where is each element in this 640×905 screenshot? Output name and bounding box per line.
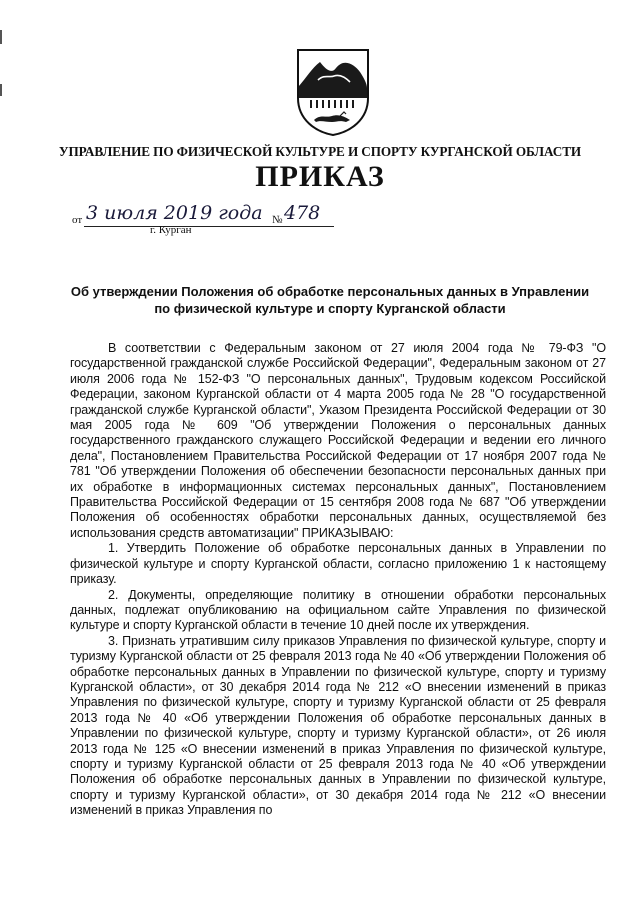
organization-name: УПРАВЛЕНИЕ ПО ФИЗИЧЕСКОЙ КУЛЬТУРЕ И СПОРТУ КУРГАНСКОЙ ОБЛАСТИ xyxy=(58,144,582,159)
handwritten-number: 478 xyxy=(284,202,321,224)
from-label: от xyxy=(72,214,83,226)
document-title: ПРИКАЗ xyxy=(255,160,385,193)
number-label: № xyxy=(272,214,283,226)
order-subject xyxy=(60,283,600,317)
item-3-paragraph: 3. Признать утратившим силу приказов Управления по физической культуре, спорту и туризму Курганской области от 25 февраля 2013 года № 40 «Об утверждении Положения об обработке персональных данных в Управлении по физической культуре, спорту и туризму Курганской области», от 30 декабря 2014 года № 212 «О внесении изменений в приказ Управления по физической культуре, спорту и туризму Курганской области от 25 февраля 2013 года № 40 «Об утверждении Положения об обработке персональных данных в Управлении по физической культуре, спорту и туризму Курганской области», от 26 июля 2013 года № 125 «О внесении изменений в приказ Управления по физической культуре, спорту и туризму Курганской области от 25 февраля 2013 года № 40 «Об утверждении Положения об обработке персональных данных в Управлении по физической культуре, спорту и туризму Курганской области», от 30 декабря 2014 года № 212 «О внесении изменений в приказ Управления по xyxy=(70,633,606,818)
order-body xyxy=(70,341,606,819)
scan-edge-mark xyxy=(0,30,2,44)
number-underline xyxy=(284,226,334,227)
subject-line-2: по физической культуре и спорту Курганской области xyxy=(154,301,506,316)
item-1-paragraph: 1. Утвердить Положение об обработке персональных данных в Управлении по физической культуре и спорту Курганской области, согласно приложению 1 к настоящему приказу. xyxy=(70,541,606,587)
coat-of-arms-icon xyxy=(296,48,370,136)
scan-edge-mark xyxy=(0,84,2,96)
item-2-paragraph: 2. Документы, определяющие политику в отношении обработки персональных данных, подлежат опубликованию на официальном сайте Управления по физической культуре и спорту Курганской области в течение 10 дней после их утверждения. xyxy=(70,587,606,633)
subject-line-1: Об утверждении Положения об обработке персональных данных в Управлении xyxy=(70,284,590,299)
city-label: г. Курган xyxy=(150,224,192,236)
handwritten-date: 3 июля 2019 года xyxy=(86,202,263,224)
preamble-paragraph: В соответствии с Федеральным законом от 27 июля 2004 года № 79-ФЗ "О государственной гражданской службе Российской Федерации", Федеральным законом от 27 июля 2006 года № 152-ФЗ "О персональных данных", Трудовым кодексом Российской Федерации, законом Курганской области от 4 марта 2005 года № 28 "О государственной гражданской службе Курганской области", Указом Президента Российской Федерации от 30 мая 2005 года № 609 "Об утверждении Положения о персональных данных государственного гражданского служащего Российской Федерации и ведении его личного дела", Постановлением Правительства Российской Федерации от 17 ноября 2007 года № 781 "Об утверждении Положения об обеспечении безопасности персональных данных при их обработке в информационных системах персональных данных", Постановлением Правительства Российской Федерации от 15 сентября 2008 года № 687 "Об утверждении Положения об особенностях обработки персональных данных, осуществляемой без использования средств автоматизации" ПРИКАЗЫВАЮ: xyxy=(70,341,606,540)
